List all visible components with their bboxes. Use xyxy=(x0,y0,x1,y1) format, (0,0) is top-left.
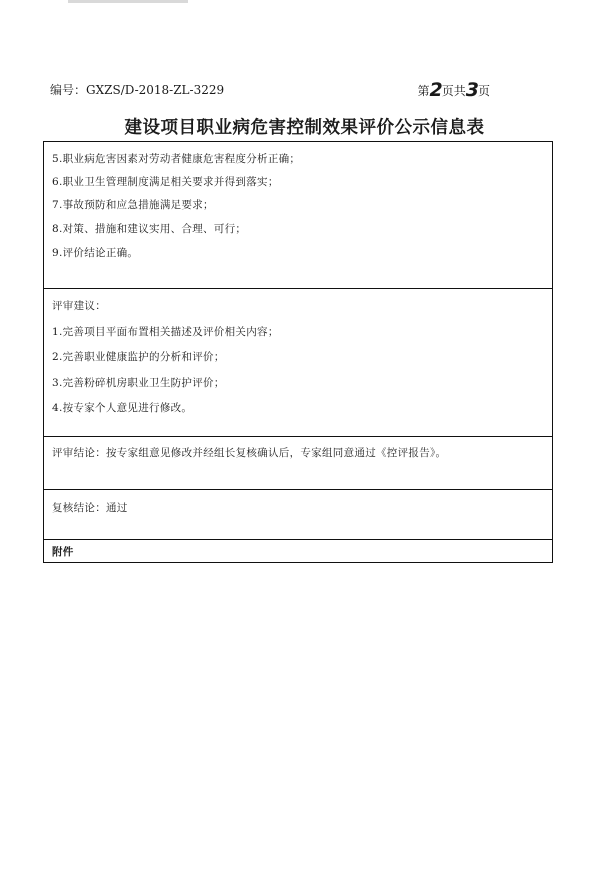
conclusions-section xyxy=(44,142,552,289)
attachment-section xyxy=(44,540,552,562)
conclusion-item-5: 5.职业病危害因素对劳动者健康危害程度分析正确； xyxy=(52,153,301,165)
suggestion-item-4: 4.按专家个人意见进行修改。 xyxy=(52,402,193,414)
conclusion-item-6: 6.职业卫生管理制度满足相关要求并得到落实； xyxy=(52,176,279,188)
scan-artifact xyxy=(68,0,188,3)
recheck-conclusion-text: 复核结论：通过 xyxy=(52,502,128,514)
suggestions-section xyxy=(44,289,552,437)
page-prefix: 第 xyxy=(417,84,430,98)
review-conclusion-text: 评审结论：按专家组意见修改并经组长复核确认后，专家组同意通过《控评报告》。 xyxy=(52,447,447,459)
suggestion-item-1: 1.完善项目平面布置相关描述及评价相关内容； xyxy=(52,326,279,338)
suggestion-item-2: 2.完善职业健康监护的分析和评价； xyxy=(52,351,225,363)
document-number: 编号：GXZS/D-2018-ZL-3229 xyxy=(50,83,225,97)
attachment-label: 附件 xyxy=(52,546,74,558)
conclusion-item-8: 8.对策、措施和建议实用、合理、可行； xyxy=(52,223,247,235)
document-title: 建设项目职业病危害控制效果评价公示信息表 xyxy=(124,118,485,138)
page-suffix: 页 xyxy=(477,84,490,98)
recheck-conclusion-section xyxy=(44,490,552,540)
page-current: 2 xyxy=(429,79,442,101)
page-indicator xyxy=(417,78,490,100)
conclusion-item-7: 7.事故预防和应急措施满足要求； xyxy=(52,199,214,211)
review-conclusion-section xyxy=(44,437,552,490)
header xyxy=(50,78,490,101)
page-mid: 页共 xyxy=(441,84,466,98)
suggestions-label: 评审建议： xyxy=(52,300,106,312)
suggestion-item-3: 3.完善粉碎机房职业卫生防护评价； xyxy=(52,377,225,389)
conclusion-item-9: 9.评价结论正确。 xyxy=(52,247,139,259)
info-table xyxy=(43,141,553,563)
page-total: 3 xyxy=(465,79,478,101)
